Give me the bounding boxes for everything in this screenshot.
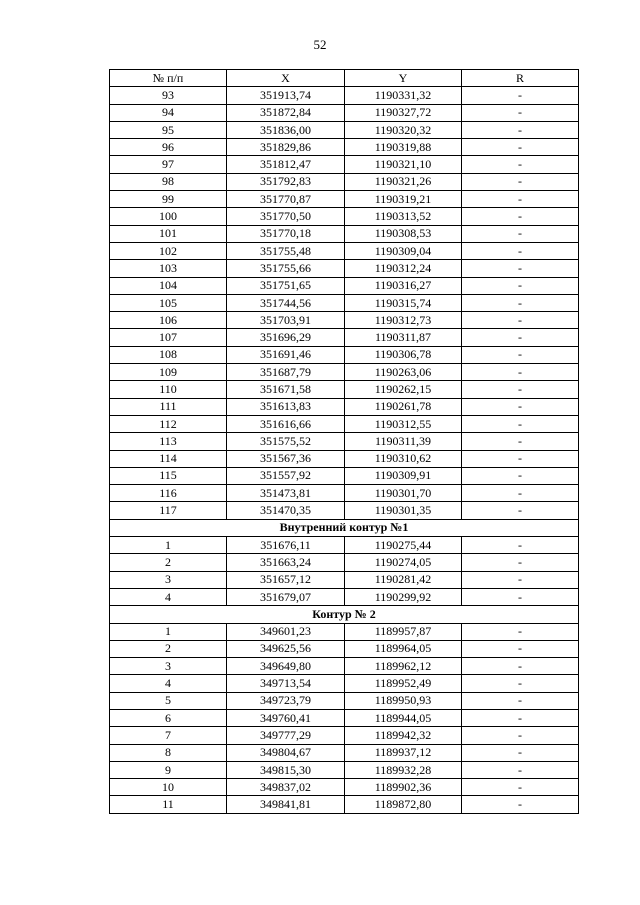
- cell-y: 1190311,87: [345, 329, 462, 346]
- cell-x: 349723,79: [227, 692, 345, 709]
- cell-x: 349713,54: [227, 675, 345, 692]
- cell-number: 108: [110, 346, 227, 363]
- cell-number: 116: [110, 485, 227, 502]
- section-title: Контур № 2: [110, 606, 579, 623]
- cell-number: 117: [110, 502, 227, 519]
- cell-r: -: [462, 571, 579, 588]
- table-row: [110, 415, 579, 432]
- cell-x: 351792,83: [227, 173, 345, 190]
- cell-x: 351616,66: [227, 415, 345, 432]
- cell-r: -: [462, 294, 579, 311]
- table-row: [110, 467, 579, 484]
- cell-y: 1189942,32: [345, 727, 462, 744]
- cell-number: 111: [110, 398, 227, 415]
- cell-number: 104: [110, 277, 227, 294]
- cell-y: 1190308,53: [345, 225, 462, 242]
- cell-x: 351836,00: [227, 121, 345, 138]
- cell-number: 99: [110, 191, 227, 208]
- cell-r: -: [462, 727, 579, 744]
- table-row: [110, 329, 579, 346]
- cell-x: 349601,23: [227, 623, 345, 640]
- cell-y: 1190301,70: [345, 485, 462, 502]
- cell-number: 93: [110, 87, 227, 104]
- cell-r: -: [462, 675, 579, 692]
- cell-y: 1190312,24: [345, 260, 462, 277]
- cell-number: 8: [110, 744, 227, 761]
- table-row: [110, 554, 579, 571]
- column-header-y: Y: [345, 70, 462, 87]
- cell-r: -: [462, 277, 579, 294]
- table-row: [110, 294, 579, 311]
- table-row: [110, 658, 579, 675]
- cell-r: -: [462, 692, 579, 709]
- cell-x: 349837,02: [227, 779, 345, 796]
- cell-r: -: [462, 208, 579, 225]
- cell-r: -: [462, 329, 579, 346]
- cell-x: 351613,83: [227, 398, 345, 415]
- cell-y: 1189902,36: [345, 779, 462, 796]
- cell-r: -: [462, 537, 579, 554]
- cell-x: 351676,11: [227, 537, 345, 554]
- cell-r: -: [462, 398, 579, 415]
- cell-x: 351567,36: [227, 450, 345, 467]
- cell-x: 351557,92: [227, 467, 345, 484]
- cell-r: -: [462, 191, 579, 208]
- cell-r: -: [462, 450, 579, 467]
- cell-y: 1189952,49: [345, 675, 462, 692]
- cell-number: 113: [110, 433, 227, 450]
- table-row: [110, 692, 579, 709]
- cell-x: 351687,79: [227, 364, 345, 381]
- cell-number: 97: [110, 156, 227, 173]
- cell-x: 351829,86: [227, 139, 345, 156]
- table-row: [110, 312, 579, 329]
- table-row: [110, 675, 579, 692]
- cell-x: 349649,80: [227, 658, 345, 675]
- table-row: [110, 588, 579, 605]
- cell-y: 1190306,78: [345, 346, 462, 363]
- cell-x: 351671,58: [227, 381, 345, 398]
- cell-r: -: [462, 467, 579, 484]
- cell-r: -: [462, 139, 579, 156]
- cell-r: -: [462, 415, 579, 432]
- cell-r: -: [462, 588, 579, 605]
- column-header-x: X: [227, 70, 345, 87]
- table-row: [110, 727, 579, 744]
- cell-number: 98: [110, 173, 227, 190]
- cell-y: 1190310,62: [345, 450, 462, 467]
- cell-number: 11: [110, 796, 227, 813]
- cell-number: 4: [110, 588, 227, 605]
- cell-x: 351473,81: [227, 485, 345, 502]
- section-title: Внутренний контур №1: [110, 519, 579, 536]
- cell-y: 1189872,80: [345, 796, 462, 813]
- table-row: [110, 640, 579, 657]
- cell-number: 110: [110, 381, 227, 398]
- cell-y: 1190275,44: [345, 537, 462, 554]
- cell-y: 1189944,05: [345, 709, 462, 726]
- section-row: [110, 606, 579, 623]
- cell-number: 95: [110, 121, 227, 138]
- table-row: [110, 433, 579, 450]
- cell-y: 1190316,27: [345, 277, 462, 294]
- cell-r: -: [462, 381, 579, 398]
- cell-x: 349760,41: [227, 709, 345, 726]
- cell-r: -: [462, 761, 579, 778]
- table-row: [110, 364, 579, 381]
- cell-number: 114: [110, 450, 227, 467]
- cell-r: -: [462, 242, 579, 259]
- cell-r: -: [462, 364, 579, 381]
- cell-y: 1190312,73: [345, 312, 462, 329]
- cell-x: 351872,84: [227, 104, 345, 121]
- table-row: [110, 761, 579, 778]
- table-row: [110, 450, 579, 467]
- cell-x: 351744,56: [227, 294, 345, 311]
- section-row: [110, 519, 579, 536]
- cell-x: 351575,52: [227, 433, 345, 450]
- cell-y: 1190299,92: [345, 588, 462, 605]
- cell-y: 1190320,32: [345, 121, 462, 138]
- cell-number: 102: [110, 242, 227, 259]
- cell-y: 1189950,93: [345, 692, 462, 709]
- cell-number: 6: [110, 709, 227, 726]
- cell-y: 1189964,05: [345, 640, 462, 657]
- cell-r: -: [462, 87, 579, 104]
- cell-number: 101: [110, 225, 227, 242]
- cell-x: 351755,48: [227, 242, 345, 259]
- page-number: 52: [313, 37, 327, 52]
- cell-number: 3: [110, 571, 227, 588]
- cell-r: -: [462, 156, 579, 173]
- table-row: [110, 779, 579, 796]
- cell-x: 351751,65: [227, 277, 345, 294]
- cell-number: 4: [110, 675, 227, 692]
- cell-number: 106: [110, 312, 227, 329]
- table-row: [110, 173, 579, 190]
- table-row: [110, 485, 579, 502]
- cell-y: 1190262,15: [345, 381, 462, 398]
- cell-r: -: [462, 312, 579, 329]
- cell-r: -: [462, 346, 579, 363]
- cell-y: 1190331,32: [345, 87, 462, 104]
- table-row: [110, 156, 579, 173]
- cell-y: 1189932,28: [345, 761, 462, 778]
- cell-y: 1190321,10: [345, 156, 462, 173]
- cell-y: 1189957,87: [345, 623, 462, 640]
- cell-x: 349777,29: [227, 727, 345, 744]
- cell-y: 1190274,05: [345, 554, 462, 571]
- cell-x: 349815,30: [227, 761, 345, 778]
- cell-y: 1190315,74: [345, 294, 462, 311]
- cell-y: 1190263,06: [345, 364, 462, 381]
- cell-number: 7: [110, 727, 227, 744]
- cell-r: -: [462, 433, 579, 450]
- cell-number: 3: [110, 658, 227, 675]
- cell-number: 109: [110, 364, 227, 381]
- table-row: [110, 398, 579, 415]
- table-row: [110, 381, 579, 398]
- cell-number: 9: [110, 761, 227, 778]
- cell-y: 1190311,39: [345, 433, 462, 450]
- table-row: [110, 277, 579, 294]
- cell-x: 351703,91: [227, 312, 345, 329]
- table-row: [110, 537, 579, 554]
- cell-r: -: [462, 121, 579, 138]
- cell-number: 115: [110, 467, 227, 484]
- cell-x: 351755,66: [227, 260, 345, 277]
- table-row: [110, 191, 579, 208]
- cell-x: 351691,46: [227, 346, 345, 363]
- cell-y: 1190321,26: [345, 173, 462, 190]
- cell-number: 2: [110, 640, 227, 657]
- table-row: [110, 796, 579, 813]
- cell-r: -: [462, 640, 579, 657]
- cell-r: -: [462, 796, 579, 813]
- cell-r: -: [462, 744, 579, 761]
- cell-r: -: [462, 173, 579, 190]
- cell-y: 1190313,52: [345, 208, 462, 225]
- cell-y: 1189937,12: [345, 744, 462, 761]
- cell-r: -: [462, 104, 579, 121]
- cell-number: 10: [110, 779, 227, 796]
- cell-x: 351470,35: [227, 502, 345, 519]
- cell-r: -: [462, 225, 579, 242]
- table-row: [110, 225, 579, 242]
- cell-number: 1: [110, 623, 227, 640]
- cell-number: 105: [110, 294, 227, 311]
- cell-x: 351696,29: [227, 329, 345, 346]
- cell-r: -: [462, 485, 579, 502]
- header-row: [110, 70, 579, 87]
- cell-x: 351812,47: [227, 156, 345, 173]
- table-row: [110, 744, 579, 761]
- table-row: [110, 260, 579, 277]
- cell-y: 1190309,91: [345, 467, 462, 484]
- cell-x: 349804,67: [227, 744, 345, 761]
- cell-number: 2: [110, 554, 227, 571]
- column-header-number: № п/п: [110, 70, 227, 87]
- table-row: [110, 121, 579, 138]
- cell-r: -: [462, 623, 579, 640]
- table-row: [110, 623, 579, 640]
- cell-y: 1190319,21: [345, 191, 462, 208]
- cell-y: 1190327,72: [345, 104, 462, 121]
- cell-number: 107: [110, 329, 227, 346]
- table-row: [110, 87, 579, 104]
- cell-x: 351770,87: [227, 191, 345, 208]
- cell-y: 1190281,42: [345, 571, 462, 588]
- cell-y: 1190301,35: [345, 502, 462, 519]
- cell-x: 351679,07: [227, 588, 345, 605]
- cell-number: 100: [110, 208, 227, 225]
- cell-y: 1189962,12: [345, 658, 462, 675]
- cell-number: 96: [110, 139, 227, 156]
- table-row: [110, 139, 579, 156]
- cell-x: 351913,74: [227, 87, 345, 104]
- table-row: [110, 346, 579, 363]
- cell-y: 1190261,78: [345, 398, 462, 415]
- table-row: [110, 104, 579, 121]
- column-header-r: R: [462, 70, 579, 87]
- table-body: [110, 87, 579, 813]
- table-header: [110, 70, 579, 87]
- cell-y: 1190312,55: [345, 415, 462, 432]
- cell-number: 5: [110, 692, 227, 709]
- cell-r: -: [462, 709, 579, 726]
- cell-r: -: [462, 260, 579, 277]
- table-row: [110, 502, 579, 519]
- cell-x: 351770,50: [227, 208, 345, 225]
- coordinates-table: [109, 69, 579, 814]
- cell-x: 349625,56: [227, 640, 345, 657]
- cell-number: 94: [110, 104, 227, 121]
- cell-r: -: [462, 554, 579, 571]
- cell-r: -: [462, 658, 579, 675]
- cell-x: 351663,24: [227, 554, 345, 571]
- cell-y: 1190309,04: [345, 242, 462, 259]
- cell-number: 1: [110, 537, 227, 554]
- cell-x: 349841,81: [227, 796, 345, 813]
- cell-x: 351770,18: [227, 225, 345, 242]
- table-row: [110, 242, 579, 259]
- cell-number: 112: [110, 415, 227, 432]
- cell-x: 351657,12: [227, 571, 345, 588]
- cell-y: 1190319,88: [345, 139, 462, 156]
- cell-r: -: [462, 779, 579, 796]
- table-row: [110, 208, 579, 225]
- cell-number: 103: [110, 260, 227, 277]
- table-row: [110, 571, 579, 588]
- table-row: [110, 709, 579, 726]
- cell-r: -: [462, 502, 579, 519]
